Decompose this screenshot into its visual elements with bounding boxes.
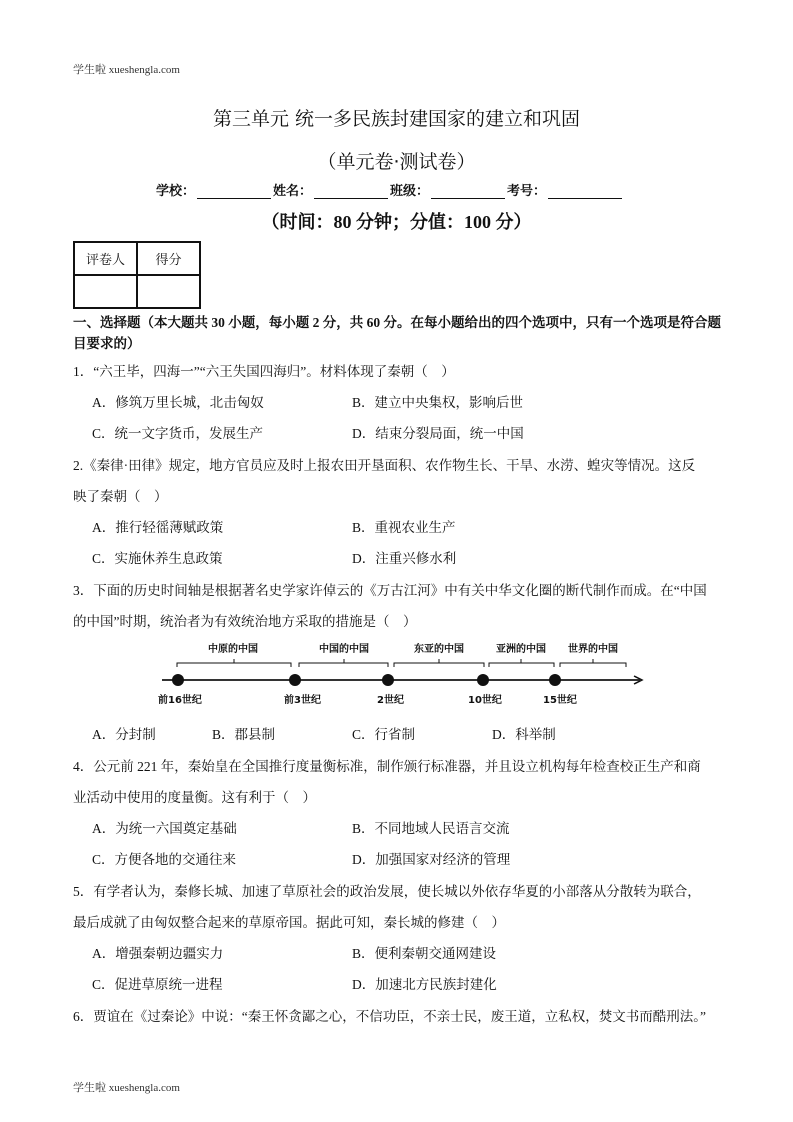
question-5-line-1: 5．有学者认为，秦修长城、加速了草原社会的政治发展，使长城以外依存华夏的小部落从分散转为联合， [73,884,701,899]
name-blank[interactable] [314,184,388,199]
score-cell[interactable] [137,275,200,308]
question-1-text: 1．“六王毕，四海一”“六王失国四海归”。材料体现了秦朝（ ） [73,364,455,379]
q3-option-a[interactable]: A．分封制 [92,727,156,742]
point-label: 10世纪 [468,695,502,706]
document-subtitle: （单元卷·测试卷） [317,151,476,173]
q4-option-b[interactable]: B．不同地域人民语言交流 [352,821,510,836]
q4-option-d[interactable]: D．加强国家对经济的管理 [352,852,511,867]
period-bracket [394,659,484,667]
q1-option-a[interactable]: A．修筑万里长城，北击匈奴 [92,395,264,410]
time-score-info: （时间：80 分钟；分值：100 分） [261,212,532,232]
footer-site-label: 学生啦 xueshengla.com [73,1082,180,1094]
q5-option-c[interactable]: C．促进草原统一进程 [92,977,223,992]
score-header: 得分 [137,242,200,275]
period-bracket [177,659,291,667]
q2-option-d[interactable]: D．注重兴修水利 [352,551,457,566]
point-label: 前3世纪 [284,695,321,706]
class-blank[interactable] [431,184,505,199]
q5-option-d[interactable]: D．加速北方民族封建化 [352,977,497,992]
q4-option-c[interactable]: C．方便各地的交通往来 [92,852,237,867]
school-blank[interactable] [197,184,271,199]
header-site-label: 学生啦 xueshengla.com [73,64,180,76]
period-label: 东亚的中国 [414,644,464,655]
period-bracket [489,659,554,667]
q3-option-c[interactable]: C．行省制 [352,727,416,742]
q1-option-c[interactable]: C．统一文字货币，发展生产 [92,426,264,441]
question-2-line-1: 2.《秦律·田律》规定，地方官员应及时上报农田开垦面积、农作物生长、干旱、水涝、蝗灾等情况。这反 [73,458,696,473]
q4-option-a[interactable]: A．为统一六国奠定基础 [92,821,237,836]
question-4-line-2: 业活动中使用的度量衡。这有利于（ ） [73,790,316,805]
q5-option-b[interactable]: B．便利秦朝交通网建设 [352,946,497,961]
exam-number-blank[interactable] [548,184,622,199]
document-title: 第三单元 统一多民族封建国家的建立和巩固 [212,108,581,130]
q3-option-b[interactable]: B．郡县制 [212,727,276,742]
section-title: 一、选择题（本大题共 30 小题，每小题 2 分，共 60 分。在每小题给出的四个选项中，只有一个选项是符合题目要求的） [73,315,721,351]
school-label: 学校： [156,183,196,198]
name-label: 姓名： [273,183,313,198]
question-3-line-2: 的中国”时期，统治者为有效统治地方采取的措施是（ ） [73,614,417,629]
q2-option-c[interactable]: C．实施休养生息政策 [92,551,223,566]
q3-option-d[interactable]: D．科举制 [492,727,556,742]
q2-option-b[interactable]: B．重视农业生产 [352,520,456,535]
question-6-line-1: 6．贾谊在《过秦论》中说：“秦王怀贪鄙之心，不信功臣，不亲士民，废王道，立私权，焚文书而酷刑法。” [73,1009,706,1024]
grader-header: 评卷人 [74,242,137,275]
grader-cell[interactable] [74,275,137,308]
class-label: 班级： [390,183,430,198]
period-label: 中原的中国 [208,644,258,655]
grader-table [73,241,201,309]
q1-option-b[interactable]: B．建立中央集权，影响后世 [352,395,524,410]
timeline-point [172,674,184,686]
point-label: 2世纪 [377,695,404,706]
point-label: 前16世纪 [158,695,202,706]
student-info-line [156,180,624,199]
period-label: 世界的中国 [568,644,618,655]
period-label: 亚洲的中国 [496,644,546,655]
point-label: 15世纪 [543,695,577,706]
period-bracket [299,659,388,667]
question-3-line-1: 3．下面的历史时间轴是根据著名史学家许倬云的《万古江河》中有关中华文化圈的断代制作而成。在“中国 [73,583,707,598]
q2-option-a[interactable]: A．推行轻徭薄赋政策 [92,520,224,535]
history-timeline [150,630,650,710]
question-2-line-2: 映了秦朝（ ） [73,489,168,504]
question-4-line-1: 4．公元前 221 年，秦始皇在全国推行度量衡标准，制作颁行标准器，并且设立机构每年检查校正生产和商 [73,759,701,774]
timeline-point [477,674,489,686]
timeline-point [382,674,394,686]
timeline-point [549,674,561,686]
q5-option-a[interactable]: A．增强秦朝边疆实力 [92,946,224,961]
exam-number-label: 考号： [507,183,547,198]
period-bracket [560,659,626,667]
question-5-line-2: 最后成就了由匈奴整合起来的草原帝国。据此可知，秦长城的修建（ ） [73,915,505,930]
q1-option-d[interactable]: D．结束分裂局面，统一中国 [352,426,524,441]
period-label: 中国的中国 [319,644,369,655]
timeline-point [289,674,301,686]
